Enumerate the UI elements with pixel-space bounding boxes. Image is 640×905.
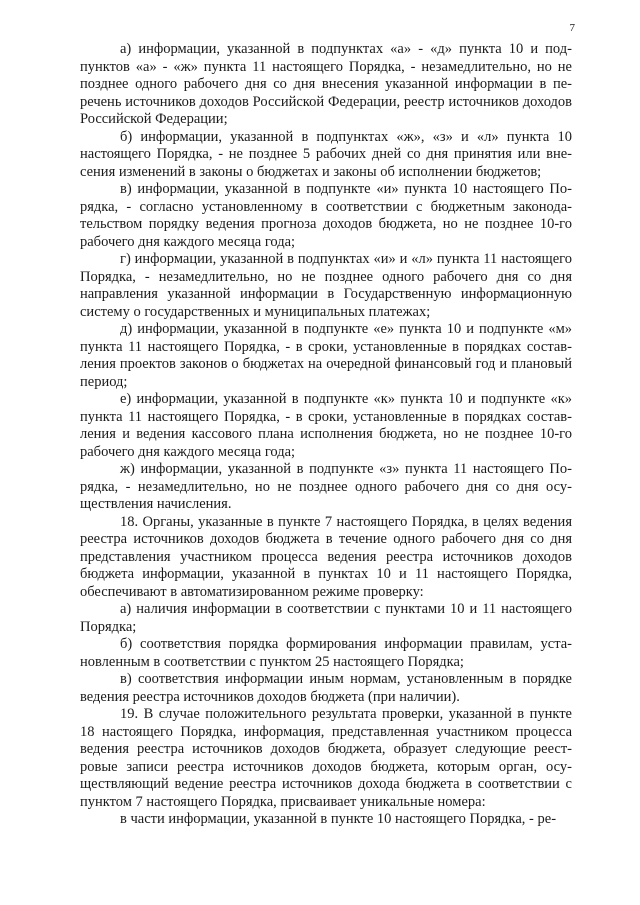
paragraph-d: д) информации, указанной в подпункте «е» пункта 10 и подпункте «м» пункта 11 настоящего Порядка, - в сроки, установленные в порядках составления проектов законов о бюджетах на очередной финансовый год и плановый период;	[80, 321, 572, 390]
paragraph-a: а) информации, указанной в подпунктах «а» - «д» пункта 10 и подпунктов «а» - «ж» пункта 11 настоящего Порядка, - незамедлительно, но не позднее одного рабочего дня со дня внесения указанной информации в перечень источников доходов Российской Федерации, реестр источников доходов Российской Федерации;	[80, 41, 572, 127]
paragraph-19-continued: в части информации, указанной в пункте 10 настоящего Порядка, - ре-	[120, 811, 557, 827]
paragraph-19: 19. В случае положительного результата проверки, указанной в пункте 18 настоящего Порядка, информация, представленная участником процесса ведения реестра источников доходов бюджета, образует следующие реестровые записи реестра источников доходов бюджета, которым орган, осуществляющий ведение реестра источников дохода бюджета в соответствии с пунктом 7 настоящего Порядка, присваивает уникальные номера:	[80, 706, 572, 810]
paragraph-18-a: а) наличия информации в соответствии с пунктами 10 и 11 настоящего Порядка;	[80, 601, 572, 635]
paragraph-18: 18. Органы, указанные в пункте 7 настоящего Порядка, в целях ведения реестра источников доходов бюджета в течение одного рабочего дня со дня представления участником процесса ведения реестра источников доходов бюджета информации, указанной в пунктах 10 и 11 настоящего Порядка, обеспечивают в автоматизированном режиме проверку:	[80, 513, 572, 600]
paragraph-e: е) информации, указанной в подпункте «к» пункта 10 и подпункте «к» пункта 11 настоящего Порядка, - в сроки, установленные в порядках составления и ведения кассового плана исполнения бюджета, но не позднее 10-го рабочего дня каждого месяца года;	[80, 391, 572, 460]
document-body	[80, 41, 572, 829]
paragraph-18-v: в) соответствия информации иным нормам, установленным в порядке ведения реестра источников доходов бюджета (при наличии).	[80, 671, 572, 705]
paragraph-g: г) информации, указанной в подпунктах «и» и «л» пункта 11 настоящего Порядка, - незамедлительно, но не позднее одного рабочего дня со дня направления указанной информации в Государственную информационную систему о государственных и муниципальных платежах;	[80, 251, 572, 320]
page-number: 7	[569, 22, 575, 34]
paragraph-b: б) информации, указанной в подпунктах «ж», «з» и «л» пункта 10 настоящего Порядка, - не позднее 5 рабочих дней со дня принятия или внесения изменений в законы о бюджетах и законы об исполнении бюджетов;	[80, 128, 572, 180]
paragraph-zh: ж) информации, указанной в подпункте «з» пункта 11 настоящего Порядка, - незамедлительно, но не позднее одного рабочего дня со дня осуществления начисления.	[80, 461, 572, 512]
paragraph-v: в) информации, указанной в подпункте «и» пункта 10 настоящего Порядка, - согласно установленному в соответствии с бюджетным законодательством порядку ведения прогноза доходов бюджета, но не позднее 10-го рабочего дня каждого месяца года;	[80, 181, 572, 250]
paragraph-18-b: б) соответствия порядка формирования информации правилам, установленным в соответствии с пунктом 25 настоящего Порядка;	[80, 636, 572, 670]
